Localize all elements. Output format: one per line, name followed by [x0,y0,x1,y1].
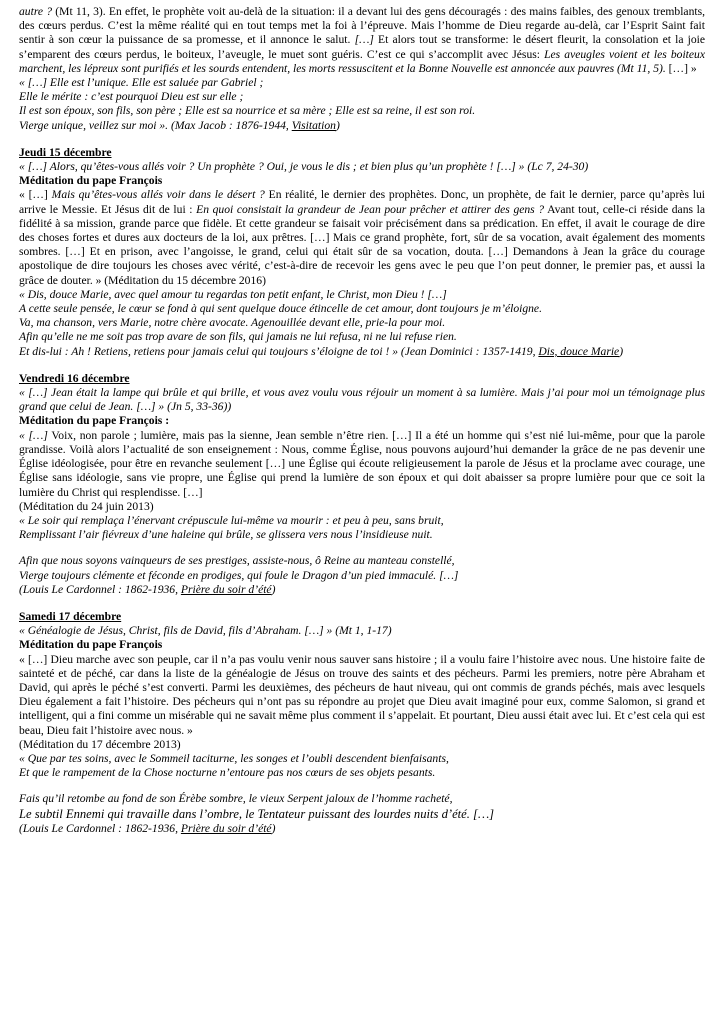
spacer [19,542,705,554]
meditation-date: (Méditation du 24 juin 2013) [19,499,154,513]
poem-title-link: Prière du soir d’été [180,582,272,596]
poem-attribution [19,119,705,133]
intro-text: (Mt 11, 3). En effet, le prophète voit au-delà de la situation: il a devant lui des gens découragés : des mains faibles, des genoux tremblants, des cœurs perdus. C’est la même réalité qui en tout temps met la foi à l’épreuve. Mais l’homme de Dieu regarde au-delà, car l’Esprit Saint fait sentir à son cœur la puissance de sa promesse, et il annonce le salut. [19,5,705,47]
intro-quote: Les aveugles voient et les boiteux marchent, les lépreux sont purifiés et les sourds entendent, les morts ressuscitent et la Bonne Nouvelle est annoncée aux pauvres (Mt 11, 5). [19,47,705,75]
gospel-verse: « Généalogie de Jésus, Christ, fils de David, fils d’Abraham. […] » (Mt 1, 1-17) [19,624,392,638]
poem-line: Vierge toujours clémente et féconde en prodiges, qui foule le Dragon d’un pied immaculé. […] [19,568,459,582]
text-run: Avant tout, celle-ci réside dans la fidélité à sa mission, grande parce que fidèle. Et cette grandeur se faisait voir précisément dans sa prédication. En effet, il avait le courage de dire des choses fortes et dures aux docteurs de la loi, aux prêtres. […] Mais ce grand prophète, fort, sûr de sa vocation, avait également des moments sombres. […] Et en prison, avec l’angoisse, le grand, celui qui était sûr de sa vocation, douta. […] Demandons à Jean la grâce du courage apostolique de dire toujours les choses avec vérité, c’est-à-dire de recevoir les gens avec le peu que l’on peut donner, le premier pas, et aussi la grâce de douter. » (Méditation du 15 décembre 2016) [19,202,705,287]
poem-line: Afin que nous soyons vainqueurs de ses prestiges, assiste-nous, ô Reine au manteau constellé, [19,554,455,568]
day-heading-thursday: Jeudi 15 décembre [19,145,112,159]
poem-line: Va, ma chanson, vers Marie, notre chère avocate. Agenouillée devant elle, prie-la pour moi. [19,316,446,330]
poem-title-link: Visitation [291,118,336,132]
text-run: Voix, non parole ; lumière, mais pas la sienne, Jean semble n’être rien. […] Il a été un homme qui s’est nié lui-même, pour que la parole grandisse. Voilà alors l’actualité de son enseignement : Nous, comme Église, nous pouvons aujourd’hui demander la grâce de ne pas devenir une Église idéologisée, pour être en revanche seulement […] une Église qui écoute religieusement la parole de Jésus et la proclame avec courage, une Église sans idéologie, sans vie propre, une Église qui prend la lumière de son époux et qui doit abaisser sa propre lumière pour que ce soit la lumière du Christ qui resplendisse. […] [19,428,705,499]
attribution-close: ) [335,118,340,132]
poem-line: « Le soir qui remplaça l’énervant crépuscule lui-même va mourir : et peu à peu, sans bruit, [19,513,444,527]
attribution-close: ) [619,344,624,358]
spacer [19,597,705,610]
poem-line: « Dis, douce Marie, avec quel amour tu regardas ton petit enfant, le Christ, mon Dieu ! […] [19,287,447,301]
attribution-close: ) [271,582,276,596]
intro-text-2: Et alors tout se transforme: le désert fleurit, la consolation et la joie s’emparent des cœurs perdus, le boiteux, l’aveugle, le muet sont guéris. C’est ce qui s’accomplit avec Jésus: [19,33,705,61]
italic-run: « […] [19,428,48,442]
meditation-paragraph: « […] Dieu marche avec son peuple, car il n’a pas voulu venir nous sauver sans histoire ; il a voulu faire l’histoire avec nous. Une histoire faite de sainteté et de péché, car dans la liste de la généalogie de Jésus on trouve des saints et des pécheurs. Parmi les premiers, notre père Abraham et David, qui après le péché s’est converti. Parmi les deuxièmes, des pécheurs de haut niveau, qui ont commis de grands péchés, mais avec lesquels Dieu également a fait l’histoire. Des pécheurs qui n’ont pas su répondre au projet que Dieu avait imaginé pour eux, comme Salomon, si grand et intelligent, qui a fini comme un misérable qui ne savait même plus comment il s’appelait. Et pourtant, Dieu aussi était avec lui. Et c’est cela qui est beau, Dieu fait l’histoire avec nous. » [19,652,705,737]
day-heading-saturday: Samedi 17 décembre [19,609,122,623]
italic-run: En quoi consistait la grandeur de Jean pour prêcher et attirer des gens ? [196,202,545,216]
attribution-text: Et dis-lui : Ah ! Retiens, retiens pour jamais celui qui toujours s’éloigne de toi ! » (Jean Dominici : 1357-1419, [19,344,539,358]
text-run: En réalité, le dernier des prophètes. Donc, un prophète, de fait le dernier, parce qu’après lui arrive le Messie. Et Jésus dit de lui : [19,188,705,216]
meditation-heading: Méditation du pape François : [19,414,170,428]
meditation-heading: Méditation du pape François [19,638,163,652]
poem-attribution [19,583,705,597]
attribution-close: ) [271,821,276,835]
poem-title-link: Prière du soir d’été [180,821,272,835]
gospel-verse: « […] Alors, qu’êtes-vous allés voir ? Un prophète ? Oui, je vous le dis ; et bien plus qu’un prophète ! […] » (Lc 7, 24-30) [19,160,589,174]
italic-run: Mais qu’êtes-vous allés voir dans le désert ? [51,188,265,202]
attribution-text: (Louis Le Cardonnel : 1862-1936, [19,821,181,835]
poem-attribution [19,822,705,836]
meditation-date: (Méditation du 17 décembre 2013) [19,737,181,751]
gospel-verse: « […] Jean était la lampe qui brûle et qui brille, et vous avez voulu vous réjouir un moment à sa lumière. Mais j’ai pour moi un témoignage plus grand que celui de Jean. […] » (Jn 5, 33-36)) [19,386,705,414]
intro-ellipsis: […] [354,33,374,47]
poem-line: Afin qu’elle ne me soit pas trop avare de son fils, qui jamais ne lui refusa, ni ne lui refuse rien. [19,330,457,344]
poem-title-link: Dis, douce Marie [538,344,620,358]
attribution-text: Vierge unique, veillez sur moi ». (Max Jacob : 1876-1944, [19,118,292,132]
intro-paragraph [19,5,705,76]
poem-line: Remplissant l’air fiévreux d’une haleine qui brûle, se glissera vers nous l’insidieuse nuit. [19,528,433,542]
intro-end: […] » [665,61,697,75]
day-heading-friday: Vendredi 16 décembre [19,371,130,385]
poem-line: Il est son époux, son fils, son père ; Elle est sa nourrice et sa mère ; Elle est sa reine, il est son roi. [19,104,476,118]
attribution-text: (Louis Le Cardonnel : 1862-1936, [19,582,181,596]
spacer [19,359,705,372]
meditation-heading: Méditation du pape François [19,174,163,188]
poem-line: A cette seule pensée, le cœur se fond à qui sent quelque douce étincelle de cet amour, dont toujours je m’éloigne. [19,302,542,316]
poem-attribution [19,345,705,359]
spacer [19,780,705,792]
meditation-paragraph [19,429,705,500]
text-run: « […] [19,188,52,202]
poem-line: « […] Elle est l’unique. Elle est saluée par Gabriel ; [19,76,264,90]
poem-line: Le subtil Ennemi qui travaille dans l’ombre, le Tentateur puissant des lourdes nuits d’été. […] [19,806,495,821]
poem-line: Elle le mérite : c’est pourquoi Dieu est sur elle ; [19,90,244,104]
intro-italic-start: autre ? [19,5,53,18]
poem-line: Et que le rampement de la Chose nocturne n’entoure pas nos cœurs de ses objets pesants. [19,766,436,780]
poem-line: Fais qu’il retombe au fond de son Érèbe sombre, le vieux Serpent jaloux de l’homme racheté, [19,792,453,806]
spacer [19,133,705,146]
poem-line: « Que par tes soins, avec le Sommeil taciturne, les songes et l’oubli descendent bienfaisants, [19,751,449,765]
meditation-paragraph [19,188,705,287]
